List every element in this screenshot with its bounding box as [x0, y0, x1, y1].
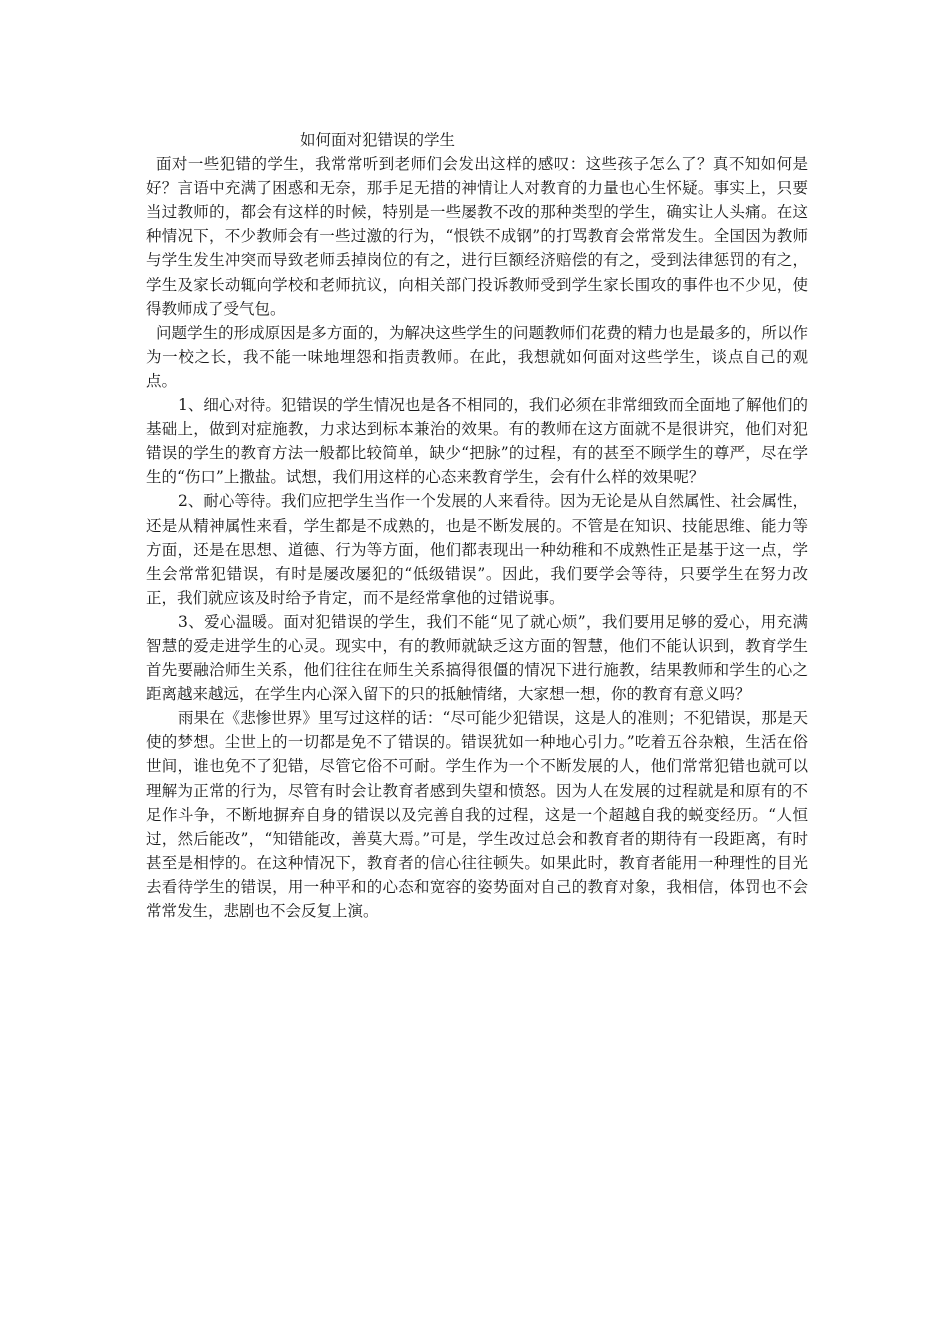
paragraph-causes: 问题学生的形成原因是多方面的，为解决这些学生的问题教师们花费的精力也是最多的，所以作为一校之长，我不能一味地埋怨和指责教师。在此，我想就如何面对这些学生，谈点自己的观点。 [146, 323, 808, 390]
paragraph-point-2: 2、耐心等待。我们应把学生当作一个发展的人来看待。因为无论是从自然属性、社会属性，还是从精神属性来看，学生都是不成熟的，也是不断发展的。不管是在知识、技能思维、能力等方面，还是在思想、道德、行为等方面，他们都表现出一种幼稚和不成熟性正是基于这一点，学生会常常犯错误，有时是屡改屡犯的“低级错误”。因此，我们要学会等待，只要学生在努力改正，我们就应该及时给予肯定，而不是经常拿他的过错说事。 [146, 492, 808, 607]
paragraph-point-3: 3、爱心温暖。面对犯错误的学生，我们不能“见了就心烦”，我们要用足够的爱心，用充满智慧的爱走进学生的心灵。现实中，有的教师就缺乏这方面的智慧，他们不能认识到，教育学生首先要融洽师生关系，他们往往在师生关系搞得很僵的情况下进行施教，结果教师和学生的心之距离越来越远，在学生内心深入留下的只的抵触情绪，大家想一想，你的教育有意义吗？ [146, 612, 808, 704]
paragraph-conclusion: 雨果在《悲惨世界》里写过这样的话：“尽可能少犯错误，这是人的准则；不犯错误，那是天使的梦想。尘世上的一切都是免不了错误的。错误犹如一种地心引力。”吃着五谷杂粮，生活在俗世间，谁也免不了犯错，尽管它俗不可耐。学生作为一个不断发展的人，他们常常犯错也就可以理解为正常的行为，尽管有时会让教育者感到失望和愤怒。因为人在发展的过程就是和原有的不足作斗争，不断地摒弃自身的错误以及完善自我的过程，这是一个超越自我的蜕变经历。“人恒过，然后能改”，“知错能改，善莫大焉。”可是，学生改过总会和教育者的期待有一段距离，有时甚至是相悖的。在这种情况下，教育者的信心往往顿失。如果此时，教育者能用一种理性的目光去看待学生的错误，用一种平和的心态和宽容的姿势面对自己的教育对象，我相信，体罚也不会常常发生，悲剧也不会反复上演。 [146, 709, 808, 920]
paragraph-intro: 面对一些犯错的学生，我常常听到老师们会发出这样的感叹：这些孩子怎么了？真不知如何是好？言语中充满了困惑和无奈，那手足无措的神情让人对教育的力量也心生怀疑。事实上，只要当过教师的，都会有这样的时候，特别是一些屡教不改的那种类型的学生，确实让人头痛。在这种情况下，不少教师会有一些过激的行为，“恨铁不成钢”的打骂教育会常常发生。全国因为教师与学生发生冲突而导致老师丢掉岗位的有之，进行巨额经济赔偿的有之，受到法律惩罚的有之，学生及家长动辄向学校和老师抗议，向相关部门投诉教师受到学生家长围攻的事件也不少见，使得教师成了受气包。 [146, 155, 808, 318]
document-page [146, 128, 808, 923]
paragraph-point-1: 1、细心对待。犯错误的学生情况也是各不相同的，我们必须在非常细致而全面地了解他们的基础上，做到对症施教，力求达到标本兼治的效果。有的教师在这方面就不是很讲究，他们对犯错误的学生的教育方法一般都比较简单，缺少“把脉”的过程，有的甚至不顾学生的尊严，尽在学生的“伤口”上撒盐。试想，我们用这样的心态来教育学生，会有什么样的效果呢？ [146, 396, 808, 487]
document-title: 如何面对犯错误的学生 [300, 131, 456, 149]
